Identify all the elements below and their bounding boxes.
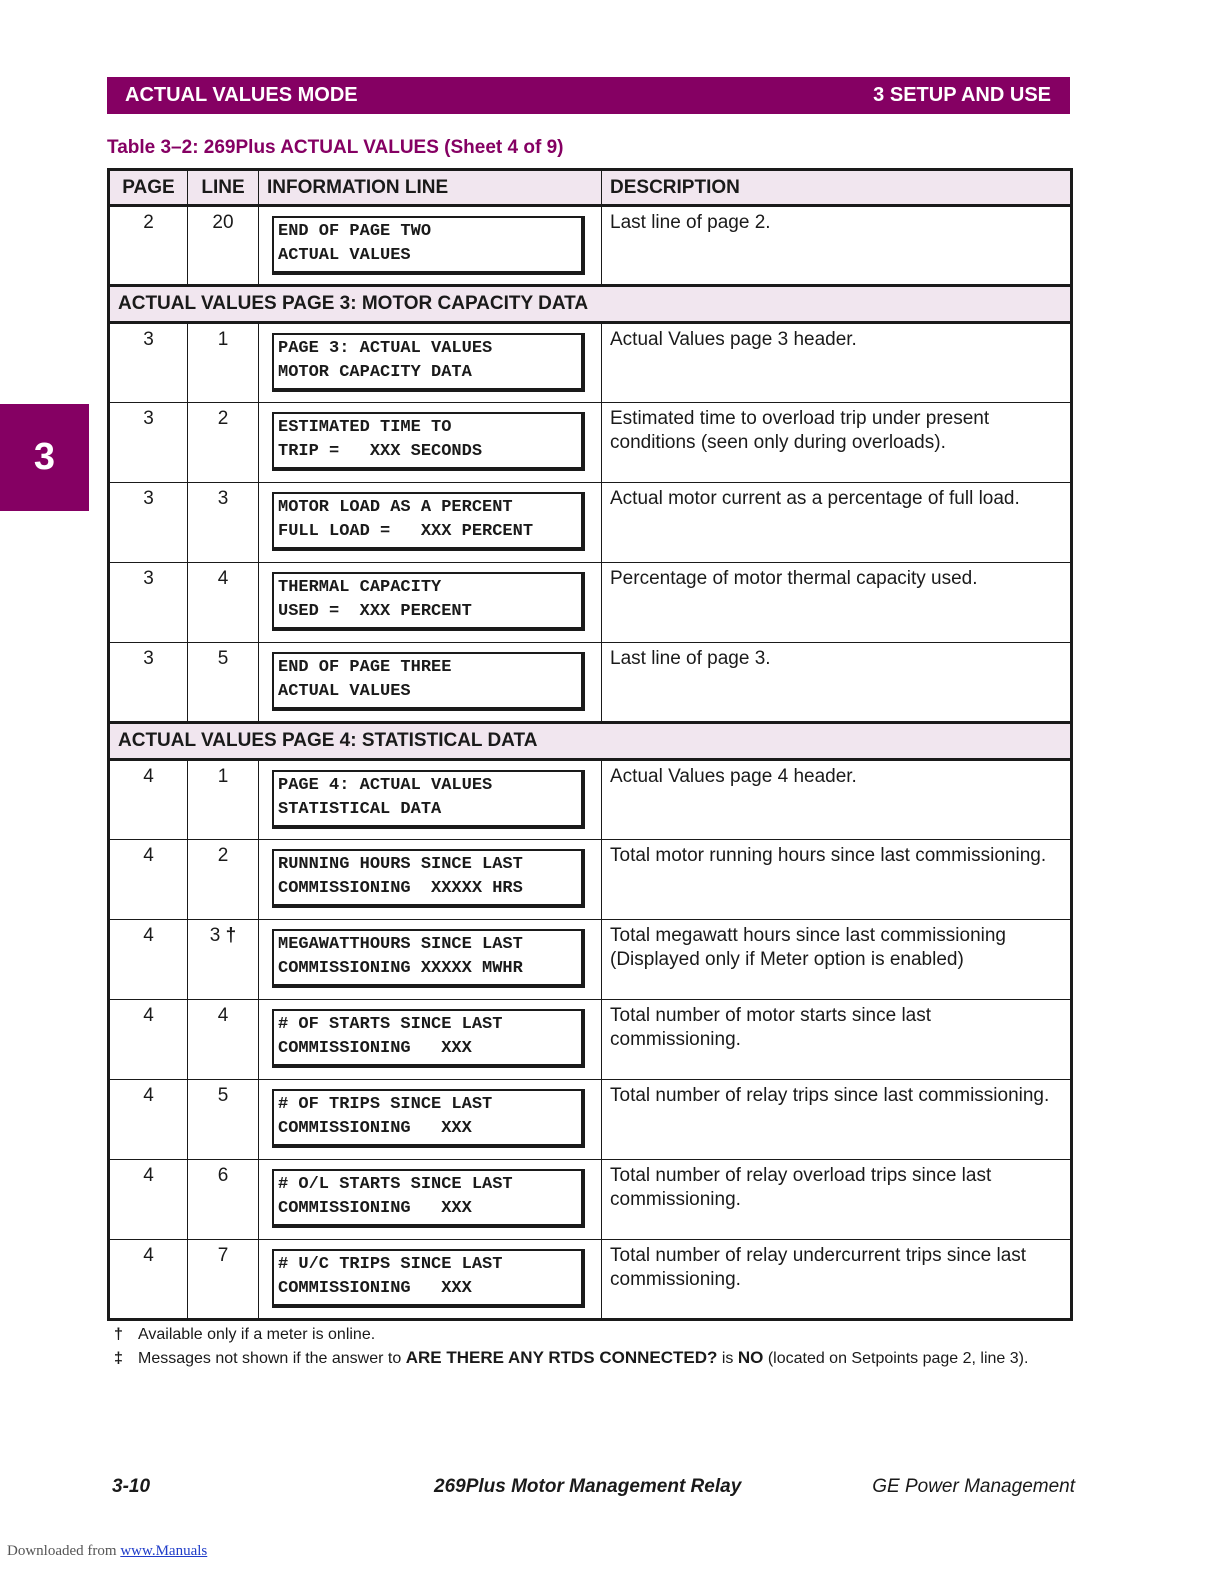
page-cell: 3 — [109, 483, 188, 563]
page-cell: 3 — [109, 643, 188, 723]
info-cell — [259, 920, 602, 1000]
desc-cell: Total number of motor starts since last commissioning. — [602, 1000, 1072, 1080]
info-cell — [259, 1080, 602, 1160]
dagger-mark: † — [225, 925, 237, 946]
lcd-line-2: ACTUAL VALUES — [278, 682, 411, 701]
lcd-display — [272, 1009, 585, 1068]
lcd-line-1: END OF PAGE TWO — [278, 222, 432, 241]
info-cell — [259, 1160, 602, 1240]
lcd-line-1: # U/C TRIPS SINCE LAST — [278, 1255, 503, 1274]
footnote-setpoint-value: NO — [737, 1348, 764, 1367]
lcd-line-1: MEGAWATTHOURS SINCE LAST — [278, 935, 523, 954]
lcd-display — [272, 1249, 585, 1308]
line-cell: 5 — [188, 643, 259, 723]
page-cell: 4 — [109, 920, 188, 1000]
page-cell: 4 — [109, 1240, 188, 1320]
info-cell — [259, 840, 602, 920]
desc-cell: Actual motor current as a percentage of full load. — [602, 483, 1072, 563]
desc-cell: Last line of page 2. — [602, 206, 1072, 286]
info-cell — [259, 1240, 602, 1320]
lcd-display — [272, 412, 585, 471]
lcd-display — [272, 216, 585, 275]
table-row — [109, 206, 1072, 286]
download-link[interactable]: www.Manuals — [120, 1543, 208, 1559]
page-cell: 3 — [109, 323, 188, 403]
table-row — [109, 760, 1072, 840]
desc-cell: Total number of relay trips since last commissioning. — [602, 1080, 1072, 1160]
page-cell: 3 — [109, 563, 188, 643]
line-cell: 2 — [188, 403, 259, 483]
lcd-line-2: ACTUAL VALUES — [278, 246, 411, 265]
lcd-display — [272, 652, 585, 711]
line-cell: 5 — [188, 1080, 259, 1160]
desc-cell: Actual Values page 4 header. — [602, 760, 1072, 840]
line-cell — [188, 920, 259, 1000]
col-header-page: PAGE — [109, 170, 188, 206]
line-cell: 1 — [188, 760, 259, 840]
header-chapter-title: 3 SETUP AND USE — [873, 84, 1051, 106]
lcd-line-2: COMMISSIONING XXXXX HRS — [278, 879, 523, 898]
table-row — [109, 1000, 1072, 1080]
table-row — [109, 1160, 1072, 1240]
page-cell: 4 — [109, 1160, 188, 1240]
lcd-display — [272, 929, 585, 988]
info-cell — [259, 760, 602, 840]
download-note — [7, 1543, 207, 1560]
page-header-bar — [107, 77, 1070, 114]
lcd-display — [272, 849, 585, 908]
footnote-double-dagger — [114, 1346, 1028, 1370]
lcd-display — [272, 1089, 585, 1148]
line-cell: 6 — [188, 1160, 259, 1240]
lcd-line-1: # OF TRIPS SINCE LAST — [278, 1095, 493, 1114]
col-header-desc: DESCRIPTION — [602, 170, 1072, 206]
lcd-line-2: FULL LOAD = XXX PERCENT — [278, 522, 534, 541]
footnote-text-post: (located on Setpoints page 2, line 3). — [767, 1350, 1029, 1367]
lcd-line-1: END OF PAGE THREE — [278, 658, 452, 677]
desc-cell: Last line of page 3. — [602, 643, 1072, 723]
table-row — [109, 840, 1072, 920]
footnote-dagger-text: Available only if a meter is online. — [138, 1326, 376, 1343]
lcd-line-1: # OF STARTS SINCE LAST — [278, 1015, 503, 1034]
info-cell — [259, 206, 602, 286]
desc-cell: Total number of relay overload trips since last commissioning. — [602, 1160, 1072, 1240]
page-number: 3-10 — [112, 1476, 151, 1497]
col-header-info: INFORMATION LINE — [259, 170, 602, 206]
page-cell: 4 — [109, 1080, 188, 1160]
lcd-line-1: PAGE 4: ACTUAL VALUES — [278, 776, 493, 795]
desc-cell: Actual Values page 3 header. — [602, 323, 1072, 403]
footnote-setpoint-name: ARE THERE ANY RTDS CONNECTED? — [405, 1348, 718, 1367]
footnote-text-pre: Messages not shown if the answer to — [138, 1350, 402, 1367]
table-title: Table 3–2: 269Plus ACTUAL VALUES (Sheet 4 of 9) — [107, 137, 564, 158]
desc-cell: Total number of relay undercurrent trips since last commissioning. — [610, 1245, 1027, 1290]
table-row — [109, 920, 1072, 1000]
col-header-line: LINE — [188, 170, 259, 206]
line-cell: 7 — [188, 1240, 259, 1320]
page-cell: 4 — [109, 760, 188, 840]
lcd-line-1: RUNNING HOURS SINCE LAST — [278, 855, 523, 874]
table-row — [109, 563, 1072, 643]
section-row — [109, 723, 1072, 760]
line-cell: 4 — [188, 1000, 259, 1080]
table-row — [109, 1240, 1072, 1320]
page-cell: 2 — [109, 206, 188, 286]
lcd-line-1: # O/L STARTS SINCE LAST — [278, 1175, 513, 1194]
desc-cell: Estimated time to overload trip under present conditions (seen only during overloads). — [602, 403, 1072, 483]
lcd-line-2: STATISTICAL DATA — [278, 800, 442, 819]
chapter-side-tab: 3 — [0, 404, 89, 511]
desc-cell: Total motor running hours since last commissioning. — [602, 840, 1072, 920]
lcd-display — [272, 492, 585, 551]
table-row — [109, 1080, 1072, 1160]
line-cell: 2 — [188, 840, 259, 920]
footnotes — [114, 1323, 1028, 1370]
info-cell — [259, 643, 602, 723]
section-heading: ACTUAL VALUES PAGE 3: MOTOR CAPACITY DATA — [109, 286, 1072, 323]
lcd-line-1: ESTIMATED TIME TO — [278, 418, 452, 437]
product-name: 269Plus Motor Management Relay — [434, 1476, 742, 1497]
lcd-line-2: COMMISSIONING XXX — [278, 1279, 472, 1298]
info-cell — [259, 1000, 602, 1080]
lcd-display — [272, 1169, 585, 1228]
header-section-title: ACTUAL VALUES MODE — [125, 84, 358, 106]
lcd-line-1: THERMAL CAPACITY — [278, 578, 442, 597]
desc-cell: Total megawatt hours since last commissioning (Displayed only if Meter option is enabled) — [602, 920, 1072, 1000]
section-heading: ACTUAL VALUES PAGE 4: STATISTICAL DATA — [109, 723, 1072, 760]
footnote-dagger — [114, 1323, 1028, 1346]
footnote-text-mid: is — [721, 1350, 734, 1367]
lcd-line-2: COMMISSIONING XXX — [278, 1119, 472, 1138]
line-cell: 4 — [188, 563, 259, 643]
page-footer — [112, 1476, 1075, 1500]
lcd-line-2: COMMISSIONING XXXXX MWHR — [278, 959, 523, 978]
lcd-line-1: MOTOR LOAD AS A PERCENT — [278, 498, 513, 517]
company-name: GE Power Management — [872, 1476, 1075, 1497]
info-cell — [259, 403, 602, 483]
page-cell: 4 — [109, 1000, 188, 1080]
lcd-line-2: MOTOR CAPACITY DATA — [278, 363, 472, 382]
lcd-line-2: COMMISSIONING XXX — [278, 1039, 472, 1058]
lcd-line-1: PAGE 3: ACTUAL VALUES — [278, 339, 493, 358]
section-row — [109, 286, 1072, 323]
table-row — [109, 483, 1072, 563]
table-row — [109, 323, 1072, 403]
info-cell — [259, 483, 602, 563]
table-row — [109, 403, 1072, 483]
info-cell — [259, 323, 602, 403]
lcd-line-2: USED = XXX PERCENT — [278, 602, 472, 621]
desc-cell: Percentage of motor thermal capacity used. — [602, 563, 1072, 643]
lcd-display — [272, 333, 585, 392]
dagger-symbol: † — [114, 1326, 123, 1343]
page-cell: 3 — [109, 403, 188, 483]
actual-values-table — [107, 168, 1073, 1321]
download-prefix: Downloaded from — [7, 1543, 117, 1559]
lcd-display — [272, 770, 585, 829]
table-row — [109, 643, 1072, 723]
table-header-row — [109, 170, 1072, 206]
page-cell: 4 — [109, 840, 188, 920]
lcd-line-2: COMMISSIONING XXX — [278, 1199, 472, 1218]
line-number: 3 — [209, 925, 221, 946]
lcd-display — [272, 572, 585, 631]
lcd-line-2: TRIP = XXX SECONDS — [278, 442, 483, 461]
line-cell: 20 — [188, 206, 259, 286]
info-cell — [259, 563, 602, 643]
line-cell: 1 — [188, 323, 259, 403]
line-cell: 3 — [188, 483, 259, 563]
double-dagger-symbol: ‡ — [114, 1350, 123, 1367]
